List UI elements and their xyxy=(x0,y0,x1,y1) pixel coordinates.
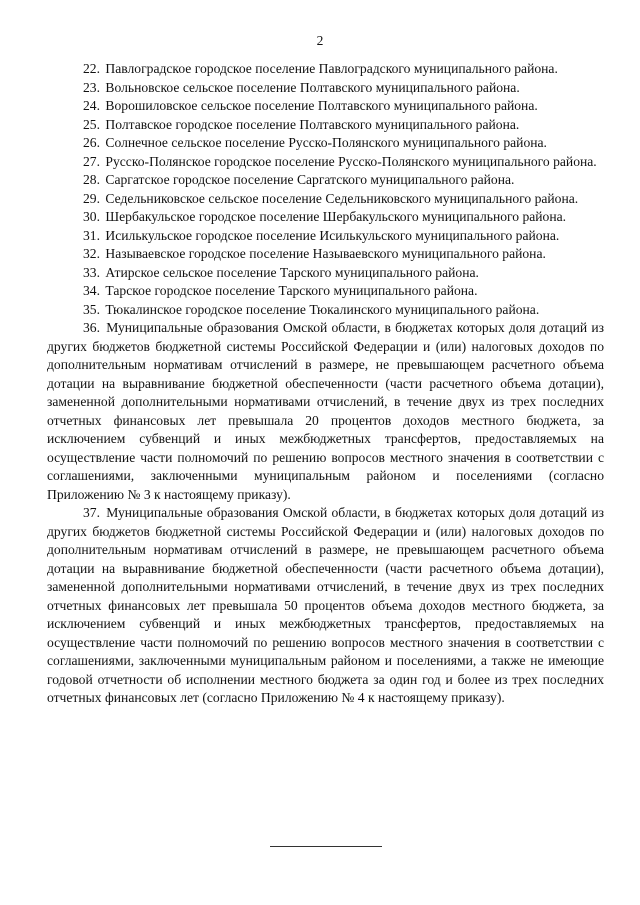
item-text: Называевское городское поселение Называевского муниципального района. xyxy=(105,246,546,261)
footer-separator-line xyxy=(270,846,382,847)
list-item xyxy=(47,227,604,246)
item-text: Тюкалинское городское поселение Тюкалинского муниципального района. xyxy=(105,301,540,317)
item-number: 22. xyxy=(83,61,100,76)
item-text: Ворошиловское сельское поселение Полтавского муниципального района. xyxy=(105,98,538,113)
item-text: Муниципальные образования Омской области, в бюджетах которых доля дотаций из других бюджетов бюджетной системы Российской Федерации и (или) налоговых доходов по дополнительным нормативам отчислений в размере, не превышающем расчетного объема дотации на выравнивание бюджетной обеспеченности (части расчетного объема дотации), замененной дополнительными нормативами отчислений, в течение двух из трех последних отчетных финансовых лет превышала 20 процентов доходов местного бюджета, за исключением субвенций и иных межбюджетных трансфертов, предоставляемых на осуществление части полномочий по решению вопросов местного значения в соответствии с соглашениями, заключенными муниципальным районом и поселениями (согласно Приложению № 3 к настоящему приказу). xyxy=(47,320,604,502)
list-item xyxy=(47,134,604,153)
item-number: 28. xyxy=(83,172,100,187)
list-item xyxy=(47,245,604,264)
list-item xyxy=(47,60,604,79)
list-item xyxy=(47,116,604,135)
page-number: 2 xyxy=(316,33,324,48)
item-text: Тарское городское поселение Тарского муниципального района. xyxy=(105,283,478,298)
item-number: 24. xyxy=(83,98,100,113)
list-item xyxy=(47,301,604,320)
list-item xyxy=(47,97,604,116)
item-text: Солнечное сельское поселение Русско-Полянского муниципального района. xyxy=(105,135,547,150)
item-number: 23. xyxy=(83,79,100,95)
document-body xyxy=(47,60,604,708)
list-item xyxy=(47,171,604,190)
list-item xyxy=(47,190,604,209)
item-number: 35. xyxy=(83,301,100,317)
item-number: 31. xyxy=(83,227,100,243)
list-item xyxy=(47,282,604,301)
item-number: 33. xyxy=(83,264,100,280)
item-number: 32. xyxy=(83,246,100,261)
item-number: 30. xyxy=(83,209,100,224)
item-text: Саргатское городское поселение Саргатского муниципального района. xyxy=(105,172,515,187)
list-item xyxy=(47,79,604,98)
item-text: Исилькульское городское поселение Исилькульского муниципального района. xyxy=(105,227,560,243)
item-number: 36. xyxy=(83,320,100,335)
list-item xyxy=(47,319,604,504)
item-number: 25. xyxy=(83,116,100,132)
list-item xyxy=(47,264,604,283)
item-number: 27. xyxy=(83,153,100,169)
item-number: 37. xyxy=(83,505,100,520)
item-number: 26. xyxy=(83,135,100,150)
item-text: Павлоградское городское поселение Павлоградского муниципального района. xyxy=(105,61,558,76)
list-item xyxy=(47,504,604,708)
item-text: Шербакульское городское поселение Шербакульского муниципального района. xyxy=(105,209,567,224)
item-text: Седельниковское сельское поселение Седельниковского муниципального района. xyxy=(105,190,579,206)
item-number: 34. xyxy=(83,283,100,298)
item-text: Муниципальные образования Омской области, в бюджетах которых доля дотаций из других бюджетов бюджетной системы Российской Федерации и (или) налоговых доходов по дополнительным нормативам отчислений в размере, не превышающем расчетного объема дотации на выравнивание бюджетной обеспеченности (части расчетного объема дотации), замененной дополнительными нормативами отчислений, в течение двух из трех последних отчетных финансовых лет превышала 50 процентов объема доходов местного бюджета, за исключением субвенций и иных межбюджетных трансфертов, предоставляемых на осуществление части полномочий по решению вопросов местного значения в соответствии с соглашениями, заключенными муниципальным районом и поселениями, а также не имеющие годовой отчетности об исполнении местного бюджета за один год и более из трех последних отчетных финансовых лет (согласно Приложению № 4 к настоящему приказу). xyxy=(47,505,604,705)
item-text: Русско-Полянское городское поселение Русско-Полянского муниципального района. xyxy=(105,153,597,169)
list-item xyxy=(47,153,604,172)
item-number: 29. xyxy=(83,190,100,206)
list-item xyxy=(47,208,604,227)
item-text: Полтавское городское поселение Полтавского муниципального района. xyxy=(105,116,520,132)
item-text: Атирское сельское поселение Тарского муниципального района. xyxy=(105,264,479,280)
item-text: Вольновское сельское поселение Полтавского муниципального района. xyxy=(105,79,520,95)
